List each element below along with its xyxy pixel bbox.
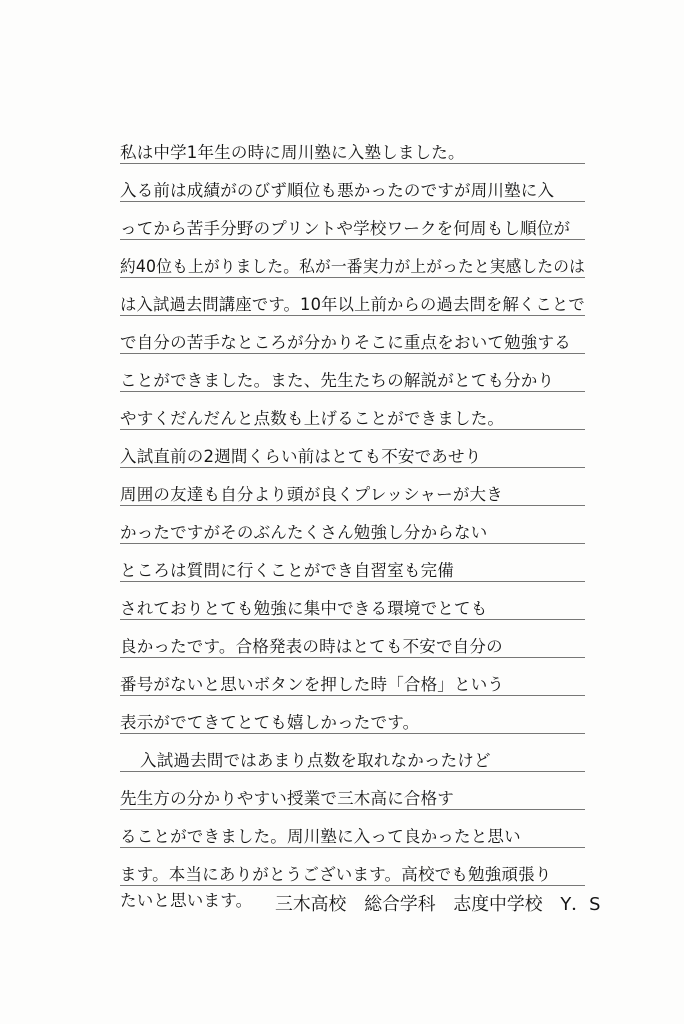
letter-line: 入試直前の2週間くらい前はとても不安であせり xyxy=(120,447,482,466)
letter-line: やすくだんだんと点数も上げることができました。 xyxy=(120,409,505,428)
letter-line: 約40位も上がりました。私が一番実力が上がったと実感したのは xyxy=(120,257,586,276)
letter-line: ることができました。周川塾に入って良かったと思い xyxy=(120,827,521,846)
letter-line: 先生方の分かりやすい授業で三木高に合格す xyxy=(120,789,454,808)
letter-line: ます。本当にありがとうございます。高校でも勉強頑張り xyxy=(120,865,552,884)
letter-line: ってから苦手分野のプリントや学校ワークを何周もし順位が xyxy=(120,219,571,238)
letter-line: 表示がでてきてとても嬉しかったです。 xyxy=(120,713,420,732)
letter-line: かったですがそのぶんたくさん勉強し分からない xyxy=(120,523,488,542)
letter-line: 良かったです。合格発表の時はとても不安で自分の xyxy=(120,637,503,656)
letter-line: ことができました。また、先生たちの解説がとても分かり xyxy=(120,371,555,390)
letter-line: 入試過去問ではあまり点数を取れなかったけど xyxy=(140,751,491,770)
letter-line: 番号がないと思いボタンを押した時「合格」という xyxy=(120,675,505,694)
letter-line: で自分の苦手なところが分かりそこに重点をおいて勉強する xyxy=(120,333,571,352)
letter-line: 私は中学1年生の時に周川塾に入塾しました。 xyxy=(120,143,465,162)
letter-line: 入る前は成績がのびず順位も悪かったのですが周川塾に入 xyxy=(120,181,555,200)
letter-line: ところは質問に行くことができ自習室も完備 xyxy=(120,561,454,580)
letter-line: は入試過去問講座です。10年以上前からの過去問を解くことで xyxy=(120,295,585,314)
letter-line: されておりとても勉強に集中できる環境でとても xyxy=(120,599,488,618)
letter-line: 周囲の友達も自分より頭が良くプレッシャーが大き xyxy=(120,485,503,504)
letter-line: たいと思います。 xyxy=(120,891,253,910)
signature: 三木高校 総合学科 志度中学校 Y．S xyxy=(275,894,601,915)
